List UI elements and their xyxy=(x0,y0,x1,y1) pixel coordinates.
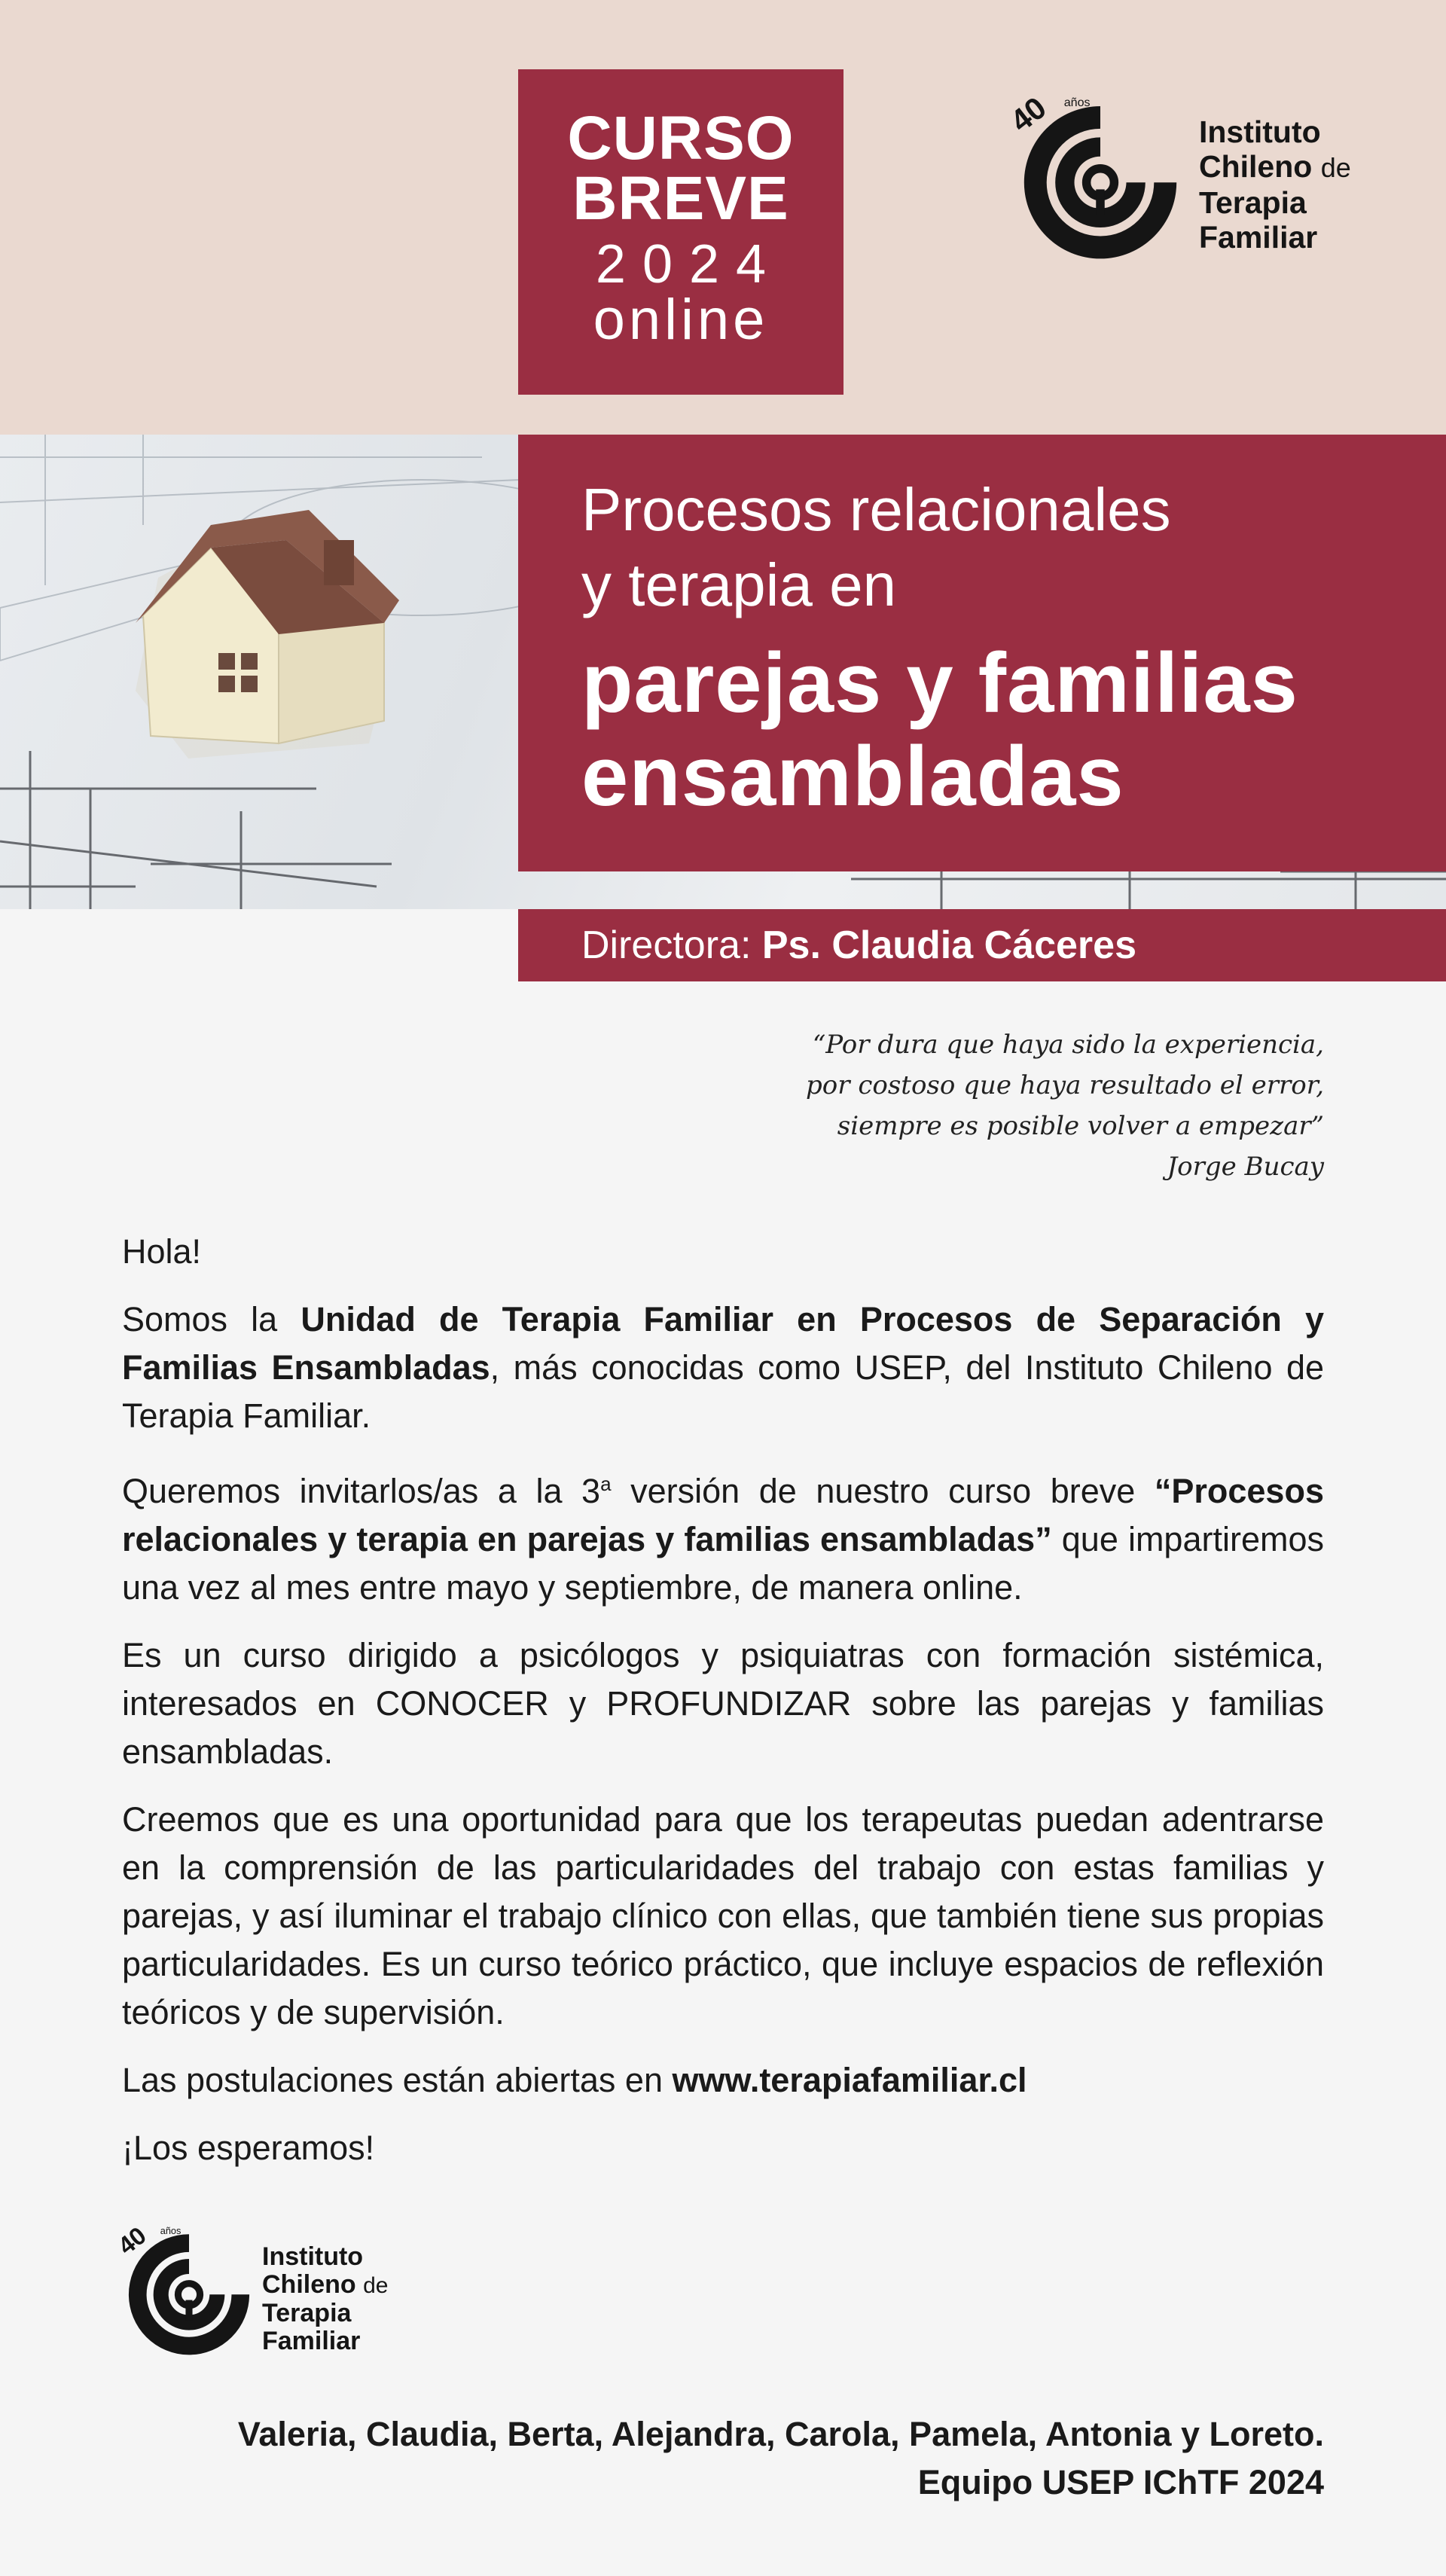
logo-name-line3: Terapia xyxy=(1199,185,1307,220)
logo-name-line4: Familiar xyxy=(262,2327,361,2355)
logo-name xyxy=(1199,114,1351,255)
footer-logo-name xyxy=(262,2243,389,2355)
course-title-bold-line1: parejas y familias xyxy=(581,636,1298,730)
signature xyxy=(238,2410,1324,2507)
logo-name-line2: Chileno xyxy=(1199,149,1313,184)
signature-names: Valeria, Claudia, Berta, Alejandra, Carola, Pamela, Antonia y Loreto. xyxy=(237,2415,1324,2453)
course-title-bold-line2: ensambladas xyxy=(581,729,1124,823)
paragraph-intro: Somos la Unidad de Terapia Familiar en Procesos de Separación y Familias Ensambladas, más conocidas como USEP, del Instituto Chileno de Terapia Familiar. xyxy=(122,1300,1324,1435)
closing: ¡Los esperamos! xyxy=(122,2129,375,2167)
director-bar xyxy=(518,909,1446,981)
logo-name-line4: Familiar xyxy=(1199,220,1318,255)
paragraph-audience: Es un curso dirigido a psicólogos y psiquiatras con formación sistémica, interesados en CONOCER y PROFUNDIZAR sobre las parejas y familias ensambladas. xyxy=(122,1636,1324,1771)
course-title-light-line2: y terapia en xyxy=(581,551,897,618)
course-name: “Procesos relacionales y terapia en parejas y familias ensambladas” xyxy=(122,1472,1324,1558)
logo-name-line2-wrap xyxy=(262,2271,389,2300)
greeting: Hola! xyxy=(122,1232,202,1271)
quote-author: Jorge Bucay xyxy=(1167,1152,1324,1182)
logo-name-line1: Instituto xyxy=(262,2242,364,2271)
logo-name-line3: Terapia xyxy=(262,2299,352,2327)
institute-logo xyxy=(1004,89,1375,270)
quote-line2: por costoso que haya resultado el error, xyxy=(806,1070,1324,1100)
logo-name-line2: Chileno xyxy=(262,2270,356,2299)
logo-name-de: de xyxy=(363,2273,389,2298)
course-year: 2024 xyxy=(595,234,783,295)
paragraph-opportunity: Creemos que es una oportunidad para que los terapeutas puedan adentrarse en la comprensión de las particularidades del trabajo con estas familias y parejas, y así iluminar el trabajo clínico con ellas, que también tiene sus propias particularidades. Es un curso teórico práctico, que incluye espacios de reflexión teóricos y de supervisión. xyxy=(122,1800,1324,2031)
course-title-light-line1: Procesos relacionales xyxy=(581,476,1171,543)
course-mode: online xyxy=(593,288,769,352)
logo-name-de: de xyxy=(1320,152,1351,183)
logo-years-word: años xyxy=(1063,96,1091,109)
signature-team: Equipo USEP IChTF 2024 xyxy=(917,2463,1324,2501)
quote-line1: “Por dura que haya sido la experiencia, xyxy=(812,1030,1324,1060)
website-link[interactable]: www.terapiafamiliar.cl xyxy=(672,2061,1027,2099)
director-name: Ps. Claudia Cáceres xyxy=(761,923,1137,967)
course-label-line1: CURSO xyxy=(567,104,795,172)
quote-line3: siempre es posible volver a empezar” xyxy=(837,1111,1324,1141)
letter-body xyxy=(122,1228,1324,2192)
ichtf-logo-icon xyxy=(1004,89,1187,262)
footer-institute-logo xyxy=(112,2220,437,2371)
unit-name: Unidad de Terapia Familiar en Procesos de Separación y Familias Ensambladas xyxy=(122,1300,1324,1387)
course-label-line2: BREVE xyxy=(572,164,789,233)
logo-name-line1: Instituto xyxy=(1199,114,1321,149)
logo-name-line2-wrap xyxy=(1199,149,1351,185)
course-title-box xyxy=(518,435,1446,871)
paragraph-applications: Las postulaciones están abiertas en www.terapiafamiliar.cl xyxy=(122,2061,1027,2099)
course-badge xyxy=(518,69,844,395)
ichtf-logo-icon xyxy=(112,2220,258,2358)
logo-years-number: 40 xyxy=(1004,90,1053,139)
logo-years-word: años xyxy=(160,2225,182,2237)
logo-years-number: 40 xyxy=(112,2220,151,2260)
director-label: Directora: xyxy=(581,923,752,967)
paragraph-invitation: Queremos invitarlos/as a la 3$^a$ versión de nuestro curso breve “Procesos relacionales y terapia en parejas y familias ensambladas” que impartiremos una vez al mes entre mayo y septiembre, de manera online. xyxy=(122,1472,1324,1607)
epigraph-quote xyxy=(806,1024,1324,1187)
